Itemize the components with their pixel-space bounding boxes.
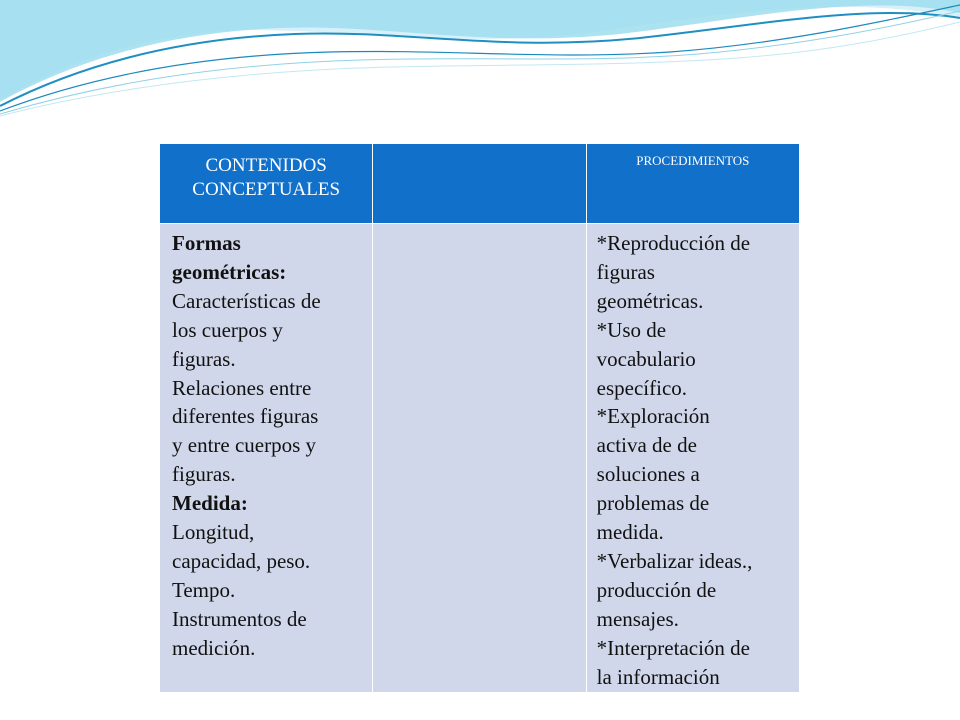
body-cell-conceptuales xyxy=(160,224,373,693)
body-text-line: Longitud, xyxy=(172,520,255,545)
body-text-line: mensajes. xyxy=(596,606,679,631)
header-cell-line: CONTENIDOS xyxy=(205,155,327,176)
body-text-line: *Verbalizar ideas., xyxy=(596,548,753,573)
body-text-line: Tempo. xyxy=(172,577,236,602)
body-text-line: activa de de xyxy=(596,433,697,458)
section-heading: Medida: xyxy=(172,491,248,516)
body-text-line: figuras. xyxy=(172,462,236,487)
body-text-line: y entre cuerpos y xyxy=(172,433,317,458)
body-text-line: *Interpretación de xyxy=(596,635,750,660)
content-table xyxy=(159,143,800,693)
body-cell-empty xyxy=(373,224,586,693)
body-text-line: diferentes figuras xyxy=(172,404,319,429)
table-header-row xyxy=(160,144,800,224)
body-text-line: Características de xyxy=(172,288,321,313)
body-text-line: Relaciones entre xyxy=(172,375,312,400)
body-text-line: figuras. xyxy=(172,346,236,371)
body-text-line: geométricas. xyxy=(596,288,704,313)
body-text-line: *Exploración xyxy=(596,404,710,429)
body-text-line: Instrumentos de xyxy=(172,606,307,631)
body-text-line: soluciones a xyxy=(596,462,700,487)
body-cell-procedimientos xyxy=(586,224,799,693)
body-text-line: problemas de xyxy=(596,491,710,516)
header-cell-procedimientos: PROCEDIMIENTOS xyxy=(586,144,799,224)
body-text-line: producción de xyxy=(596,577,717,602)
body-text-line: medición. xyxy=(172,635,256,660)
body-text-line: la información xyxy=(596,664,720,689)
body-text-line: los cuerpos y xyxy=(172,317,283,342)
body-text-line: capacidad, peso. xyxy=(172,548,311,573)
table-body-row xyxy=(160,224,800,693)
section-heading: geométricas: xyxy=(172,259,287,284)
header-cell-conceptuales xyxy=(160,144,373,224)
body-text-line: *Uso de xyxy=(596,317,667,342)
body-text-line: medida. xyxy=(596,520,664,545)
top-wave-decoration xyxy=(0,0,960,130)
section-heading: Formas xyxy=(172,231,241,255)
body-text-line: figuras xyxy=(596,259,655,284)
header-cell-line: CONCEPTUALES xyxy=(192,179,341,200)
header-cell-empty xyxy=(373,144,586,224)
body-text-line: vocabulario xyxy=(596,346,696,371)
body-text-line: *Reproducción de xyxy=(596,231,751,255)
body-text-line: específico. xyxy=(596,375,688,400)
